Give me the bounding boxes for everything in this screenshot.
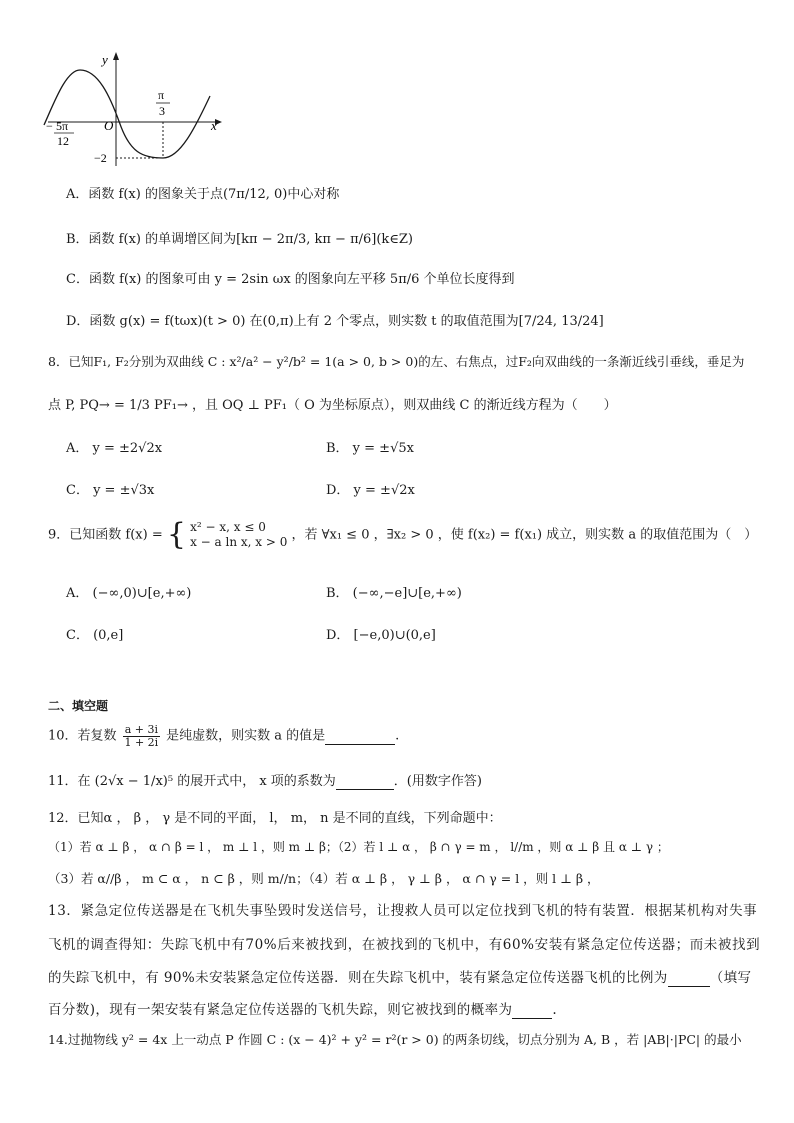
x-axis-label: x	[211, 118, 217, 133]
q10-num: a + 3i	[124, 723, 158, 736]
q13-line4-end: .	[552, 1002, 558, 1018]
q13-line3-text: 的失踪飞机中，有 90%未安装紧急定位传送器．则在失踪飞机中，装有紧急定位传送器飞机的比例为	[48, 970, 668, 986]
sine-graph	[30, 48, 230, 173]
left-tick-sign: −	[46, 119, 53, 133]
q9-option-c: C． (0,e]	[66, 628, 124, 643]
min-label: −2	[94, 151, 107, 165]
q10-suffix: 是纯虚数，则实数 a 的值是	[166, 728, 326, 744]
q11-text: 11．在 (2√x − 1/x)⁵ 的展开式中， x 项的系数为	[48, 774, 336, 789]
q8-option-b: B． y = ±√5x	[326, 441, 414, 456]
q13-line3	[48, 966, 751, 987]
left-tick-num: 5π	[56, 119, 69, 133]
origin-label: O	[104, 118, 114, 133]
q9-option-a: A． (−∞,0)∪[e,+∞)	[66, 586, 192, 601]
pi3-den: 3	[159, 104, 165, 118]
q9-option-d: D． [−e,0)∪(0,e]	[326, 628, 436, 643]
q10	[48, 724, 399, 748]
left-tick-den: 12	[57, 134, 69, 148]
q14-line1: 14.过抛物线 y² = 4x 上一动点 P 作圆 C : (x − 4)² + y² = r²(r > 0) 的两条切线，切点分别为 A, B ，若 |AB|·|PC| 的最小	[48, 1032, 742, 1047]
q12-line1: 12．已知α ， β ， γ 是不同的平面， l， m， n 是不同的直线，下列命题中：	[48, 811, 502, 826]
q10-prefix: 10．若复数	[48, 728, 117, 744]
q9-piece1: x² − x, x ≤ 0	[190, 520, 266, 534]
q8-option-d: D． y = ±√2x	[326, 483, 415, 498]
q8-line2: 点 P, PQ→ = 1/3 PF₁→ ，且 OQ ⊥ PF₁（ O 为坐标原点），则双曲线 C 的渐近线方程为（ ）	[48, 398, 617, 413]
q7-option-a: A．函数 f(x) 的图象关于点(7π/12, 0)中心对称	[66, 187, 340, 202]
q13-line4-text: 百分数)，现有一架安装有紧急定位传送器的飞机失踪，则它被找到的概率为	[48, 1002, 513, 1018]
q10-answer-blank[interactable]	[325, 729, 395, 745]
piecewise-brace: {	[166, 517, 186, 552]
q8-option-c: C． y = ±√3x	[66, 483, 155, 498]
q12-line2: （1）若 α ⊥ β ， α ∩ β = l ， m ⊥ l ，则 m ⊥ β；（2）若 l ⊥ α ， β ∩ γ = m ， l//m ，则 α ⊥ β 且 α ⊥ γ ；	[48, 840, 669, 854]
q12-line3: （3）若 α//β ， m ⊂ α ， n ⊂ β ，则 m//n；（4）若 α ⊥ β ， γ ⊥ β ， α ∩ γ = l ，则 l ⊥ β ，	[48, 871, 600, 886]
q10-fraction	[123, 724, 160, 748]
q13-line2: 飞机的调查得知：失踪飞机中有70%后来被找到，在被找到的飞机中，有60%安装有紧急定位传送器；而未被找到	[48, 937, 761, 953]
q8-line1: 8．已知F₁, F₂分别为双曲线 C : x²/a² − y²/b² = 1(a > 0, b > 0)的左、右焦点，过F₂向双曲线的一条渐近线引垂线，垂足为	[48, 354, 745, 369]
q10-end: .	[395, 728, 400, 744]
q11	[48, 770, 482, 790]
q13-line3-end: （填写	[709, 970, 752, 986]
section-heading: 二、填空题	[48, 699, 109, 713]
q9-tail: ，若 ∀x₁ ≤ 0 ，∃x₂ > 0 ，使 f(x₂) = f(x₁) 成立，则实数 a 的取值范围为（ ）	[291, 527, 758, 543]
q11-answer-blank[interactable]	[336, 774, 394, 790]
q13-ratio-blank[interactable]	[668, 970, 710, 987]
q9-head: 9．已知函数 f(x) =	[48, 527, 163, 543]
y-axis-label: y	[102, 52, 108, 67]
q9-stem	[48, 517, 758, 552]
q9-option-b: B． (−∞,−e]∪[e,+∞)	[326, 586, 462, 601]
q8-option-a: A． y = ±2√2x	[66, 441, 163, 456]
q9-piecewise	[190, 520, 287, 550]
q7-option-b: B．函数 f(x) 的单调增区间为[kπ − 2π/3, kπ − π/6](k∈Z)	[66, 232, 414, 247]
pi3-num: π	[158, 88, 165, 102]
q13-line4	[48, 998, 557, 1019]
q10-den: 1 + 2i	[124, 735, 159, 749]
q7-option-c: C．函数 f(x) 的图象可由 y = 2sin ωx 的图象向左平移 5π/6 个单位长度得到	[66, 272, 515, 287]
q9-piece2: x − a ln x, x > 0	[190, 535, 288, 549]
q13-line1: 13．紧急定位传送器是在飞机失事坠毁时发送信号，让搜救人员可以定位找到飞机的特有装置．根据某机构对失事	[48, 903, 758, 919]
q11-end: ．(用数字作答)	[393, 774, 482, 789]
q7-option-d: D．函数 g(x) = f(tωx)(t > 0) 在(0,π)上有 2 个零点，则实数 t 的取值范围为[7/24, 13/24]	[66, 314, 604, 329]
q13-probability-blank[interactable]	[512, 1002, 552, 1019]
